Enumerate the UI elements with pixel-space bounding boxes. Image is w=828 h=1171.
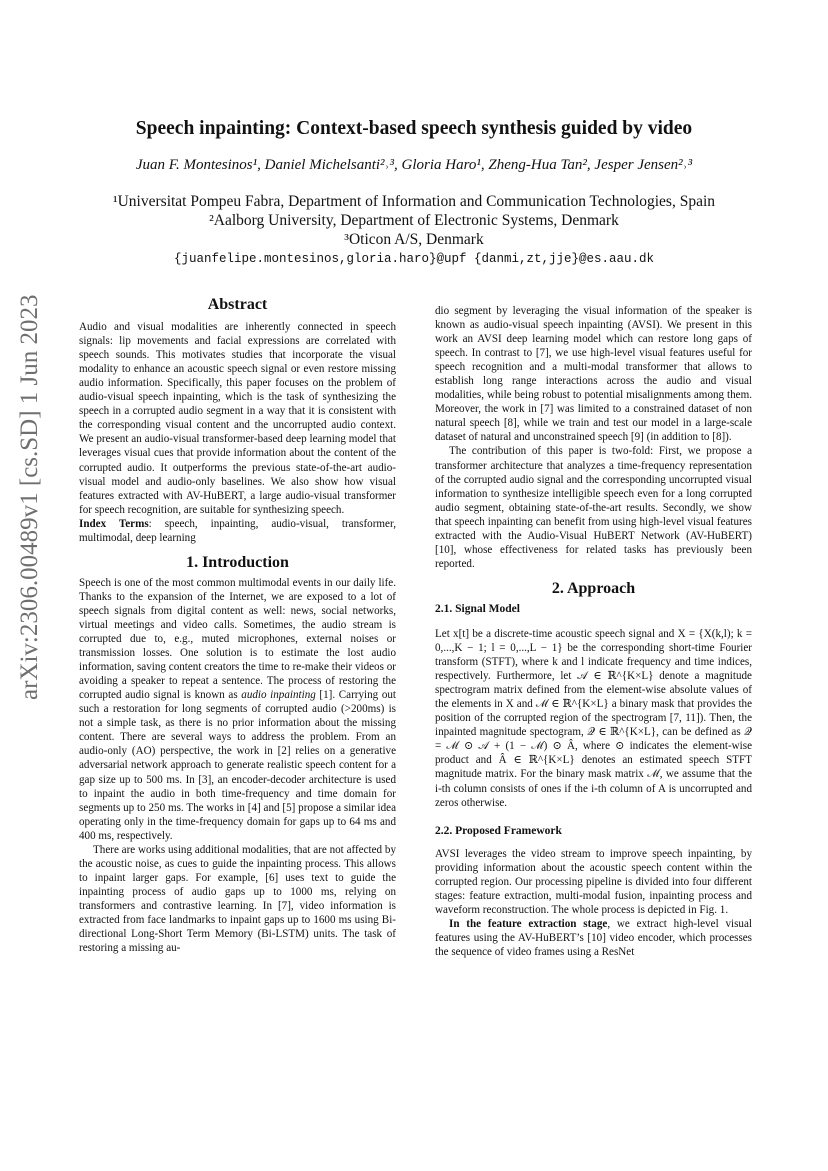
framework-paragraph-2 — [435, 917, 752, 959]
term-audio-inpainting: audio inpainting — [241, 689, 316, 702]
intro-heading: 1. Introduction — [186, 553, 289, 571]
intro-paragraph-3: dio segment by leveraging the visual information of the speaker is known as audio-visual speech inpainting (AVSI). We present in this work an AVSI deep learning model which can restore long gaps of speech. In contrast to [7], we use high-level visual features useful for speech recognition and a multi-modal transformer that allows to establish long range interactions across the audio and visual modalities, while being robust to potential misalignments among them. Moreover, the work in [7] was limited to a constrained dataset of non natural speech [8], while we train and test our model in a large-scale dataset of natural and unconstrained speech [9] (in addition to [8]). — [435, 305, 752, 444]
right-column — [435, 304, 752, 959]
author-emails: {juanfelipe.montesinos,gloria.haro}@upf {danmi,zt,jje}@es.aau.dk — [173, 252, 655, 266]
abstract-heading: Abstract — [207, 296, 268, 313]
index-terms-label: Index Terms — [79, 517, 149, 530]
affiliation-1: ¹Universitat Pompeu Fabra, Department of Information and Communication Technologies, Spain — [112, 193, 716, 210]
feature-extraction-lead: In the feature extraction stage — [449, 917, 608, 930]
index-terms-list: : speech, inpainting, audio-visual, transformer, multimodal, deep learning — [79, 517, 396, 544]
proposed-framework-heading: 2.2. Proposed Framework — [435, 824, 562, 837]
left-column — [79, 298, 396, 955]
intro-paragraph-4: The contribution of this paper is two-fold: First, we propose a transformer architecture that analyzes a time-frequency representation of the corrupted audio signal and the corresponding uncorrupted visual information to synthesize intelligible speech even for a long corrupted audio segment, obtaining state-of-the-art results. Secondly, we show that speech inpainting can benefit from using high-level visual features extracted with the Audio-Visual HuBERT Network (AV-HuBERT) [10], whose effectiveness for related tasks has previously been reported. — [435, 445, 752, 570]
affiliation-2: ²Aalborg University, Department of Electronic Systems, Denmark — [209, 212, 619, 229]
index-terms — [79, 517, 396, 545]
intro-p1-start: Speech is one of the most common multimodal events in our daily life. Thanks to the expansion of the Internet, we are exposed to a lot of speech signals from digital content as well: news, social networks, virtual meetings and video calls. Sometimes, the audio stream is corrupted due to, e.g., muted microphones, external noises or transmission losses. One solution is to estimate the lost audio information, saving content creators the time to re-make their videos or avoiding a speaker to repeat a sentence. The process of restoring the corrupted audio signal is known as — [79, 576, 396, 702]
affiliations — [80, 192, 748, 249]
paper-title: Speech inpainting: Context-based speech synthesis guided by video — [135, 118, 693, 139]
abstract-text: Audio and visual modalities are inherently connected in speech signals: lip movements and facial expressions are correlated with speech sounds. This motivates studies that incorporate the visual modality to enhance an acoustic speech signal or even restore missing audio information. Specifically, this paper focuses on the problem of audio-visual speech inpainting, which is the task of synthesizing the speech in a corrupted audio segment in a way that it is consistent with the corresponding visual content and the uncorrupted audio context. We present an audio-visual transformer-based deep learning model that leverages visual cues that provide information about the content of the corrupted audio. It outperforms the previous state-of-the-art audio-visual model and audio-only baselines. We also show how visual features extracted with AV-HuBERT, a large audio-visual transformer for speech recognition, are suitable for synthesizing speech. — [79, 321, 396, 516]
arxiv-identifier: arXiv:2306.00489v1 [cs.SD] 1 Jun 2023 — [16, 294, 43, 700]
signal-model-text: Let x[t] be a discrete-time acoustic speech signal and X = {X(k,l); k = 0,...,K − 1; l = 0,...,L − 1} be the corresponding short-time Fourier transform (STFT), where k and l indicate frequency and time indices, respectively. Furthermore, let 𝒜 ∈ ℝ^{K×L} denote a magnitude spectrogram matrix defined from the element-wise absolute values of the elements in X and ℳ ∈ ℝ^{K×L} a binary mask that provides the position of the corrupted region of the spectrogram [7, 11]). Then, the inpainted magnitude spectogram, 𝒬 ∈ ℝ^{K×L}, can be defined as 𝒬 = ℳ ⊙ 𝒜 + (1 − ℳ) ⊙ Â, where ⊙ indicates the element-wise product and Â ∈ ℝ^{K×L} denotes an estimated speech STFT magnitude matrix. For the binary mask matrix ℳ, we assume that the i-th column consists of ones if the i-th column of A is uncorrupted and zeros otherwise. — [435, 627, 752, 809]
feature-extraction-text: , we extract high-level visual features using the AV-HuBERT’s [10] video encoder, which processes the sequence of video frames using a ResNet — [435, 917, 752, 958]
framework-paragraph-1: AVSI leverages the video stream to improve speech inpainting, by providing information about the acoustic speech content within the corrupted region. Our processing pipeline is divided into four different stages: feature extraction, multi-modal fusion, inpainting process and waveform reconstruction. The whole process is depicted in Fig. 1. — [435, 847, 752, 916]
approach-heading: 2. Approach — [551, 579, 636, 597]
affiliation-3: ³Oticon A/S, Denmark — [344, 231, 484, 248]
author-list: Juan F. Montesinos¹, Daniel Michelsanti²˒³, Gloria Haro¹, Zheng-Hua Tan², Jesper Jensen²˒³ — [135, 157, 693, 173]
intro-p1-rest: [1]. Carrying out such a restoration for long segments of corrupted audio (>200ms) is not a simple task, as there is no prior information about the missing content. There are several ways to address the problem. From an audio-only (AO) perspective, the work in [2] relies on a generative adversarial network approach to generate realistic speech content for a gap size up to 500 ms. In [3], an encoder-decoder architecture is used to inpaint the audio in both time-frequency and time domain for segments up to 250 ms. The works in [4] and [5] propose a similar idea operating only in the time-frequency domain for gaps up to 64 ms and 400 ms, respectively. — [79, 689, 397, 842]
intro-paragraph-2: There are works using additional modalities, that are not affected by the acoustic noise, as cues to guide the inpainting process. This allows to inpaint larger gaps. For example, [6] uses text to guide the inpainting process of audio gaps up to 1000 ms, relying on transformers and contrastive learning. In [7], video information is extracted from face landmarks to inpaint gaps up to 1600 ms using Bi-directional Long-Short Term Memory (Bi-LSTM) units. The task of restoring a missing au- — [79, 843, 396, 955]
intro-paragraph-1 — [79, 576, 396, 843]
signal-model-heading: 2.1. Signal Model — [435, 602, 520, 615]
